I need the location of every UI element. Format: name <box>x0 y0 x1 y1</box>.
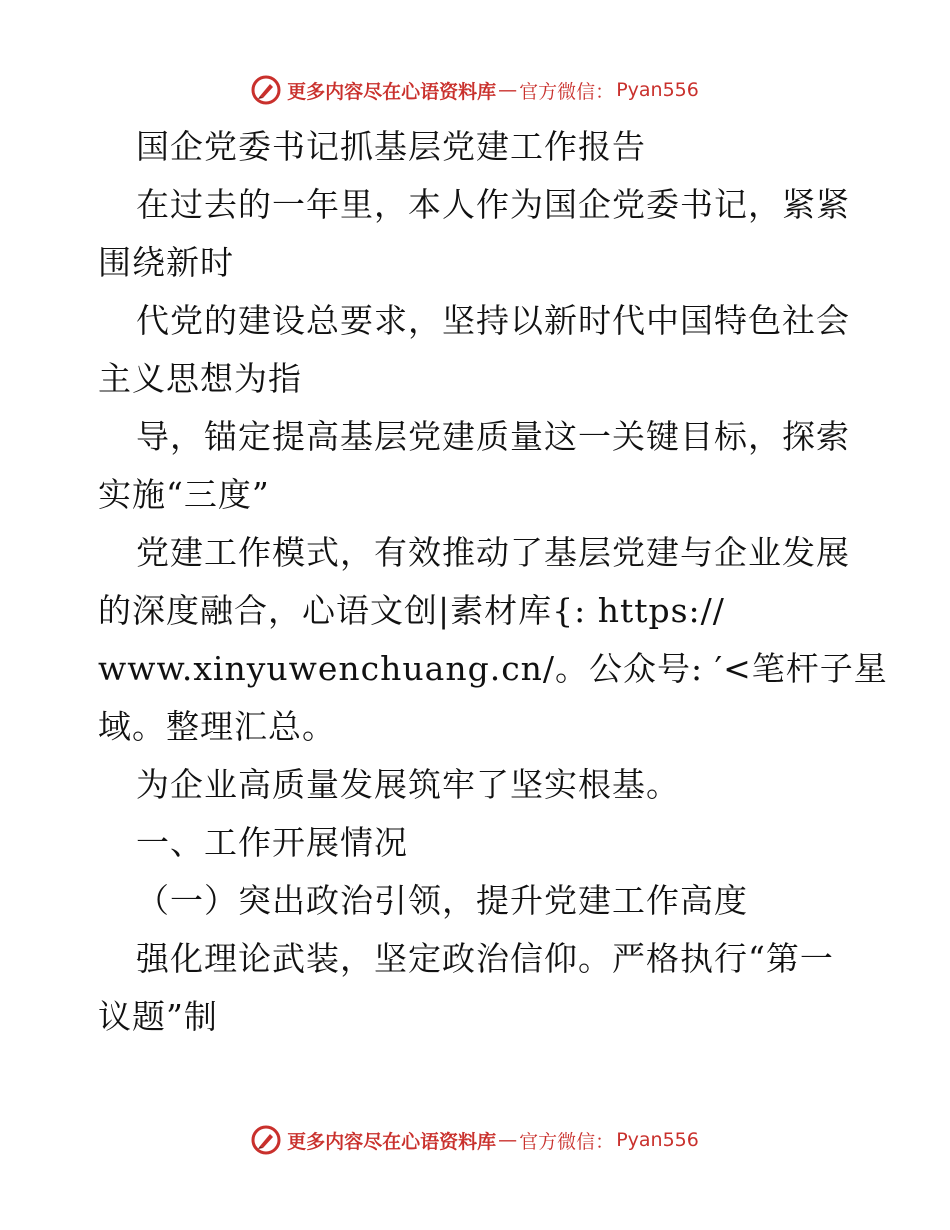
paragraph-line: 议题”制 <box>98 997 218 1036</box>
banner-dash: — <box>498 1129 518 1151</box>
subsection-heading: （一）突出政治引领，提升党建工作高度 <box>136 881 748 920</box>
paragraph-line: 围绕新时 <box>98 243 234 282</box>
paragraph-line: 导，锚定提高基层党建质量这一关键目标，探索 <box>136 417 850 456</box>
banner-official-label: 官方微信： <box>519 80 615 103</box>
section-heading: 一、工作开展情况 <box>136 823 408 862</box>
banner-dash: — <box>498 79 518 101</box>
paragraph-line: 的深度融合，心语文创|素材库{: https:// <box>98 591 725 630</box>
header-banner <box>0 70 950 110</box>
paragraph-line: www.xinyuwenchuang.cn/。公众号: ′<笔杆子星 <box>98 649 888 688</box>
paragraph-line: 代党的建设总要求，坚持以新时代中国特色社会 <box>136 301 850 340</box>
banner-official-label: 官方微信： <box>519 1130 615 1153</box>
document-title: 国企党委书记抓基层党建工作报告 <box>136 127 646 166</box>
paragraph-line: 党建工作模式，有效推动了基层党建与企业发展 <box>136 533 850 572</box>
paragraph-line: 为企业高质量发展筑牢了坚实根基。 <box>136 765 680 804</box>
banner-wechat-id: Pyan556 <box>616 1129 699 1151</box>
pen-logo-icon <box>251 1125 281 1155</box>
paragraph-line: 实施“三度” <box>98 475 270 514</box>
paragraph-line: 域。整理汇总。 <box>98 707 336 746</box>
pen-logo-icon <box>251 75 281 105</box>
paragraph-line: 强化理论武装，坚定政治信仰。严格执行“第一 <box>136 939 834 978</box>
banner-wechat-id: Pyan556 <box>616 79 699 101</box>
paragraph-line: 主义思想为指 <box>98 359 302 398</box>
footer-banner <box>0 1120 950 1160</box>
banner-text: 更多内容尽在心语资料库 <box>287 1130 497 1153</box>
document-body <box>98 118 888 1046</box>
banner-text: 更多内容尽在心语资料库 <box>287 80 497 103</box>
paragraph-line: 在过去的一年里，本人作为国企党委书记，紧紧 <box>136 185 850 224</box>
